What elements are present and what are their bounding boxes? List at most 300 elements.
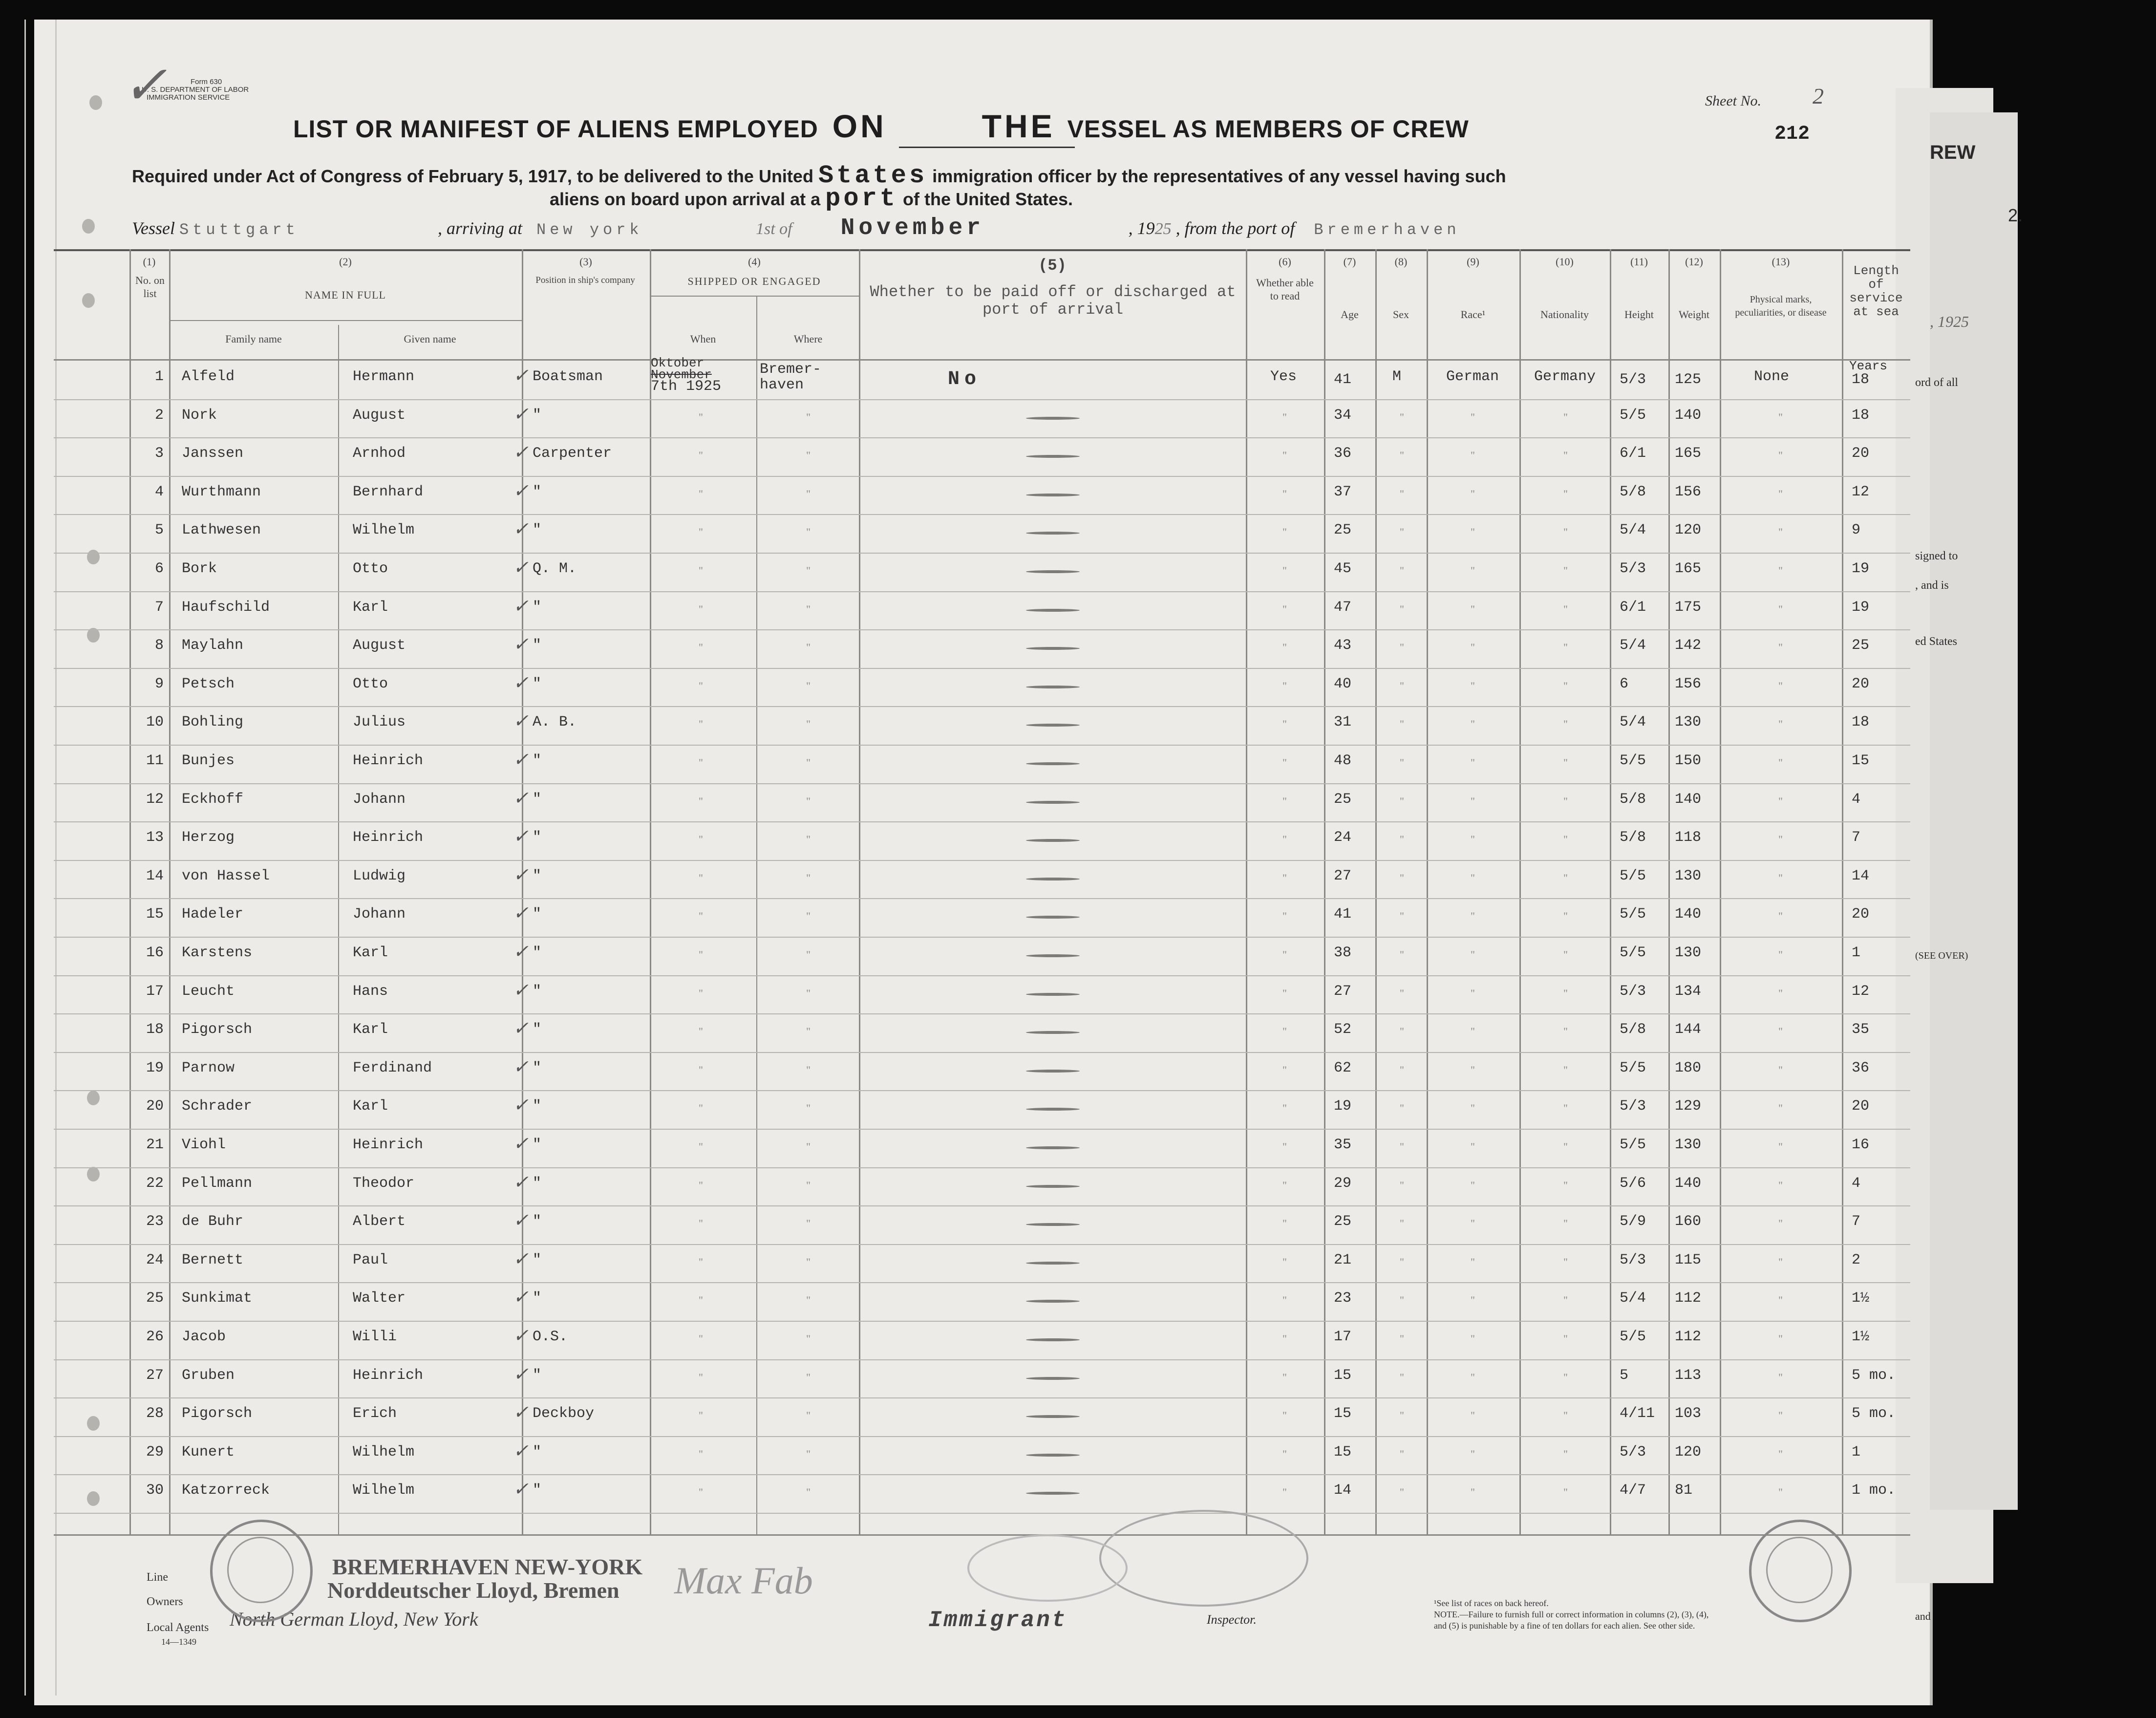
cell-ditto: " bbox=[806, 1447, 811, 1460]
dash-mark bbox=[1026, 609, 1080, 612]
dash-mark bbox=[1026, 916, 1080, 919]
cell-marks: None bbox=[1754, 368, 1790, 385]
cell-number: 18 bbox=[146, 1021, 164, 1038]
cell-number: 2 bbox=[154, 407, 164, 424]
cell-height: 5/8 bbox=[1620, 1021, 1646, 1038]
table-row bbox=[54, 1322, 1910, 1360]
cell-service: 2 bbox=[1852, 1251, 1861, 1268]
cell-position: " bbox=[533, 1251, 542, 1268]
cell-family-name: Lathwesen bbox=[182, 522, 261, 539]
page-title: LIST OR MANIFEST OF ALIENS EMPLOYED ON THE VESSEL AS MEMBERS OF CREW bbox=[293, 108, 1469, 144]
cell-service: 16 bbox=[1852, 1137, 1870, 1153]
cell-service: 1½ bbox=[1852, 1290, 1870, 1307]
col-header-height: Height bbox=[1624, 308, 1654, 321]
cell-family-name: Gruben bbox=[182, 1367, 235, 1384]
cell-ditto: " bbox=[1282, 1063, 1287, 1076]
cell-number: 19 bbox=[146, 1059, 164, 1076]
cell-given-name: Erich bbox=[353, 1405, 397, 1422]
cell-given-name: Heinrich bbox=[353, 1367, 424, 1384]
cell-position: " bbox=[533, 1021, 542, 1038]
cell-number: 30 bbox=[146, 1482, 164, 1499]
cell-ditto: " bbox=[699, 910, 703, 923]
cell-ditto: " bbox=[1778, 1025, 1783, 1038]
cell-shipped-month: November bbox=[651, 367, 712, 382]
cell-service: 5 mo. bbox=[1852, 1367, 1896, 1384]
cell-age: 15 bbox=[1334, 1405, 1352, 1422]
check-mark-icon: ✓ bbox=[513, 942, 529, 962]
cell-ditto: " bbox=[1471, 1063, 1475, 1076]
cell-age: 35 bbox=[1334, 1137, 1352, 1153]
cell-service: 4 bbox=[1852, 791, 1861, 808]
cell-position: " bbox=[533, 1098, 542, 1115]
col-header-paid-off: Whether to be paid off or discharged at port of arrival bbox=[870, 283, 1236, 319]
cell-ditto: " bbox=[1778, 910, 1783, 923]
cell-position: " bbox=[533, 906, 542, 923]
cell-ditto: " bbox=[1563, 1294, 1568, 1307]
cell-ditto: " bbox=[1563, 1179, 1568, 1191]
cell-age: 25 bbox=[1334, 522, 1352, 539]
cell-ditto: " bbox=[1282, 1025, 1287, 1038]
cell-number: 29 bbox=[146, 1443, 164, 1460]
table-row bbox=[54, 1091, 1910, 1129]
cell-service: 20 bbox=[1852, 906, 1870, 923]
cell-service: 20 bbox=[1852, 445, 1870, 462]
cell-weight: 120 bbox=[1675, 1443, 1702, 1460]
cell-weight: 165 bbox=[1675, 560, 1702, 577]
cell-number: 20 bbox=[146, 1098, 164, 1115]
cell-ditto: " bbox=[699, 1332, 703, 1345]
cell-family-name: Nork bbox=[182, 407, 217, 424]
cell-ditto: " bbox=[806, 1371, 811, 1383]
cell-ditto: " bbox=[806, 1179, 811, 1191]
cell-ditto: " bbox=[699, 1217, 703, 1230]
cell-ditto: " bbox=[699, 756, 703, 769]
cell-given-name: Heinrich bbox=[353, 1137, 424, 1153]
cell-ditto: " bbox=[1778, 1294, 1783, 1307]
cell-service-unit: Years bbox=[1849, 359, 1888, 373]
cell-ditto: " bbox=[1282, 1447, 1287, 1460]
cell-age: 25 bbox=[1334, 1213, 1352, 1230]
cell-position: Q. M. bbox=[533, 560, 577, 577]
cell-ditto: " bbox=[1778, 871, 1783, 884]
company-stamp-line-1: BREMERHAVEN NEW-YORK bbox=[332, 1554, 643, 1579]
cell-ditto: " bbox=[1563, 756, 1568, 769]
cell-age: 45 bbox=[1334, 560, 1352, 577]
cell-service: 36 bbox=[1852, 1059, 1870, 1076]
cell-weight: 140 bbox=[1675, 906, 1702, 923]
col-header-position: Position in ship's company bbox=[535, 275, 635, 285]
sheet-label: Sheet No. bbox=[1705, 93, 1761, 109]
cell-ditto: " bbox=[1400, 449, 1404, 462]
table-row bbox=[54, 1437, 1910, 1475]
cell-ditto: " bbox=[1282, 1294, 1287, 1307]
cell-given-name: Karl bbox=[353, 1021, 388, 1038]
cell-position: " bbox=[533, 1443, 542, 1460]
dash-mark bbox=[1026, 570, 1080, 573]
cell-age: 15 bbox=[1334, 1443, 1352, 1460]
check-mark-icon: ✓ bbox=[513, 903, 529, 924]
cell-ditto: " bbox=[1778, 718, 1783, 730]
cell-number: 21 bbox=[146, 1137, 164, 1153]
col-header-given: Given name bbox=[404, 333, 456, 345]
col-header-shipped: SHIPPED OR ENGAGED bbox=[687, 275, 821, 287]
cell-ditto: " bbox=[806, 641, 811, 654]
cell-ditto: " bbox=[806, 1255, 811, 1268]
cell-service: 12 bbox=[1852, 483, 1870, 500]
right-fragment: REW bbox=[1930, 142, 1976, 163]
cell-ditto: " bbox=[806, 987, 811, 999]
cell-weight: 112 bbox=[1675, 1290, 1702, 1307]
cell-height: 5/8 bbox=[1620, 829, 1646, 846]
dash-mark bbox=[1026, 839, 1080, 842]
arrival-month: November bbox=[840, 215, 985, 241]
table-row bbox=[54, 1398, 1910, 1437]
cell-ditto: " bbox=[1282, 1409, 1287, 1422]
cell-ditto: " bbox=[1563, 1102, 1568, 1115]
cell-ditto: " bbox=[1400, 1102, 1404, 1115]
cell-ditto: " bbox=[1778, 1102, 1783, 1115]
cell-number: 8 bbox=[154, 637, 164, 654]
cell-given-name: Otto bbox=[353, 675, 388, 692]
check-mark-icon: ✓ bbox=[513, 1172, 529, 1193]
cell-height: 5/4 bbox=[1620, 1290, 1646, 1307]
right-fragment: and bbox=[1915, 1610, 1931, 1622]
check-mark-icon: ✓ bbox=[513, 596, 529, 617]
col-num: (11) bbox=[1630, 256, 1648, 268]
cell-ditto: " bbox=[806, 1217, 811, 1230]
dash-mark bbox=[1026, 724, 1080, 727]
cell-service: 1 bbox=[1852, 1443, 1861, 1460]
cell-ditto: " bbox=[1400, 1447, 1404, 1460]
cell-height: 5/5 bbox=[1620, 867, 1646, 884]
cell-weight: 156 bbox=[1675, 675, 1702, 692]
cell-weight: 103 bbox=[1675, 1405, 1702, 1422]
cell-ditto: " bbox=[806, 1332, 811, 1345]
cell-ditto: " bbox=[1400, 602, 1404, 615]
cell-height: 5/4 bbox=[1620, 714, 1646, 731]
cell-ditto: " bbox=[1471, 871, 1475, 884]
cell-ditto: " bbox=[1563, 487, 1568, 500]
form-code: 14—1349 bbox=[161, 1637, 196, 1647]
cell-position: " bbox=[533, 791, 542, 808]
cell-family-name: Leucht bbox=[182, 983, 235, 1000]
cell-ditto: " bbox=[806, 679, 811, 692]
dash-mark bbox=[1026, 1415, 1080, 1418]
check-mark-icon: ✓ bbox=[513, 980, 529, 1001]
cell-position: " bbox=[533, 1290, 542, 1307]
cell-height: 5/5 bbox=[1620, 1329, 1646, 1345]
cell-ditto: " bbox=[806, 564, 811, 577]
right-fragment: , and is bbox=[1915, 579, 1949, 592]
dash-mark bbox=[1026, 1146, 1080, 1149]
arrival-day: 1st of bbox=[756, 220, 792, 238]
cell-ditto: " bbox=[1778, 679, 1783, 692]
cell-number: 16 bbox=[146, 945, 164, 961]
cell-ditto: " bbox=[1282, 1217, 1287, 1230]
cell-ditto: " bbox=[1282, 1255, 1287, 1268]
dash-mark bbox=[1026, 993, 1080, 996]
cell-family-name: Pigorsch bbox=[182, 1021, 253, 1038]
cell-ditto: " bbox=[1778, 948, 1783, 961]
consulate-stamp bbox=[210, 1520, 313, 1622]
cell-ditto: " bbox=[699, 564, 703, 577]
cell-family-name: Parnow bbox=[182, 1059, 235, 1076]
col-num: (2) bbox=[339, 256, 352, 268]
col-num: (10) bbox=[1556, 256, 1574, 268]
cell-given-name: Arnhod bbox=[353, 445, 406, 462]
cell-ditto: " bbox=[699, 1371, 703, 1383]
check-mark-icon: ✓ bbox=[513, 711, 529, 732]
cell-ditto: " bbox=[1778, 1371, 1783, 1383]
cell-ditto: " bbox=[699, 795, 703, 807]
cell-given-name: Wilhelm bbox=[353, 522, 415, 539]
table-row bbox=[54, 1245, 1910, 1283]
local-agents-handwritten: North German Lloyd, New York bbox=[230, 1608, 478, 1630]
cell-service: 20 bbox=[1852, 1098, 1870, 1115]
cell-ditto: " bbox=[699, 641, 703, 654]
cell-height: 5/5 bbox=[1620, 752, 1646, 769]
cell-age: 41 bbox=[1334, 371, 1352, 388]
dash-mark bbox=[1026, 1108, 1080, 1111]
col-header-sex: Sex bbox=[1393, 308, 1409, 321]
footnote: ¹See list of races on back hereof. NOTE.—Failure to furnish full or correct information in columns (2), (3), (4), and (5) is punishable by a fine of ten dollars for each alien. See other side. bbox=[1434, 1598, 1709, 1631]
cell-ditto: " bbox=[1563, 641, 1568, 654]
cell-ditto: " bbox=[1400, 487, 1404, 500]
local-agents-label: Local Agents bbox=[147, 1621, 209, 1634]
cell-ditto: " bbox=[1471, 756, 1475, 769]
inspector-stamp-mark bbox=[967, 1534, 1128, 1602]
table-row bbox=[54, 938, 1910, 976]
cell-number: 28 bbox=[146, 1405, 164, 1422]
cell-ditto: " bbox=[1400, 1140, 1404, 1153]
cell-family-name: Karstens bbox=[182, 945, 253, 961]
cell-ditto: " bbox=[1400, 1409, 1404, 1422]
table-row bbox=[54, 515, 1910, 553]
cell-age: 43 bbox=[1334, 637, 1352, 654]
cell-ditto: " bbox=[1471, 602, 1475, 615]
cell-age: 31 bbox=[1334, 714, 1352, 731]
dash-mark bbox=[1026, 455, 1080, 458]
cell-number: 10 bbox=[146, 714, 164, 731]
col-num: (3) bbox=[579, 256, 592, 268]
vessel-name: Stuttgart bbox=[179, 221, 299, 239]
col-header-race: Race¹ bbox=[1460, 308, 1486, 321]
cell-position: Carpenter bbox=[533, 445, 612, 462]
cell-ditto: " bbox=[699, 1486, 703, 1499]
cell-given-name: Otto bbox=[353, 560, 388, 577]
cell-age: 48 bbox=[1334, 752, 1352, 769]
table-row bbox=[54, 899, 1910, 937]
cell-age: 15 bbox=[1334, 1367, 1352, 1384]
col-num: (1) bbox=[143, 256, 156, 268]
cell-ditto: " bbox=[1400, 1255, 1404, 1268]
cell-ditto: " bbox=[1778, 1179, 1783, 1191]
cell-position: " bbox=[533, 945, 542, 961]
cell-ditto: " bbox=[1400, 564, 1404, 577]
dash-mark bbox=[1026, 1454, 1080, 1457]
cell-paid-off: No bbox=[948, 368, 982, 390]
cell-weight: 140 bbox=[1675, 1175, 1702, 1192]
cell-ditto: " bbox=[1282, 833, 1287, 846]
cell-given-name: Wilhelm bbox=[353, 1482, 415, 1499]
cell-ditto: " bbox=[1778, 1486, 1783, 1499]
row-divider bbox=[54, 1513, 1910, 1514]
cell-number: 25 bbox=[146, 1290, 164, 1307]
cell-ditto: " bbox=[1563, 1332, 1568, 1345]
cell-given-name: Karl bbox=[353, 945, 388, 961]
cell-family-name: Sunkimat bbox=[182, 1290, 253, 1307]
cell-position: " bbox=[533, 1059, 542, 1076]
cell-position: " bbox=[533, 1137, 542, 1153]
cell-ditto: " bbox=[699, 1063, 703, 1076]
cell-ditto: " bbox=[1471, 679, 1475, 692]
check-mark-icon: ✓ bbox=[513, 1364, 529, 1385]
cell-ditto: " bbox=[1471, 1179, 1475, 1191]
cell-height: 5/5 bbox=[1620, 945, 1646, 961]
table-row bbox=[54, 746, 1910, 784]
cell-weight: 140 bbox=[1675, 407, 1702, 424]
table-row bbox=[54, 1360, 1910, 1398]
cell-weight: 142 bbox=[1675, 637, 1702, 654]
cell-ditto: " bbox=[1471, 1294, 1475, 1307]
cell-family-name: Maylahn bbox=[182, 637, 244, 654]
inspector-stamp: Immigrant bbox=[928, 1608, 1067, 1633]
cell-weight: 134 bbox=[1675, 983, 1702, 1000]
inspector-signature: Max Fab bbox=[674, 1559, 813, 1602]
col-header-service: Length of service at sea bbox=[1849, 263, 1903, 319]
col-header-nationality: Nationality bbox=[1540, 308, 1589, 321]
cell-ditto: " bbox=[1282, 718, 1287, 730]
cell-ditto: " bbox=[1778, 641, 1783, 654]
cell-position: " bbox=[533, 1367, 542, 1384]
cell-ditto: " bbox=[699, 526, 703, 538]
check-mark-icon: ✓ bbox=[513, 1018, 529, 1039]
table-row bbox=[54, 554, 1910, 592]
cell-ditto: " bbox=[1563, 948, 1568, 961]
cell-weight: 175 bbox=[1675, 599, 1702, 616]
subtitle-line-1: Required under Act of Congress of February 5, 1917, to be delivered to the United States immigration officer by the representatives of any vessel having such bbox=[132, 161, 1506, 190]
cell-given-name: Ludwig bbox=[353, 867, 406, 884]
check-mark-icon: ✓ bbox=[513, 1326, 529, 1346]
cell-family-name: Kunert bbox=[182, 1443, 235, 1460]
cell-ditto: " bbox=[1400, 948, 1404, 961]
cell-family-name: Petsch bbox=[182, 675, 235, 692]
col-num: (9) bbox=[1467, 256, 1479, 268]
cell-ditto: " bbox=[806, 871, 811, 884]
cell-family-name: Alfeld bbox=[182, 368, 235, 385]
consulate-stamp bbox=[1749, 1520, 1852, 1622]
cell-age: 37 bbox=[1334, 483, 1352, 500]
cell-service: 25 bbox=[1852, 637, 1870, 654]
cell-ditto: " bbox=[1400, 679, 1404, 692]
cell-number: 24 bbox=[146, 1251, 164, 1268]
cell-height: 5/5 bbox=[1620, 407, 1646, 424]
cell-service: 1 bbox=[1852, 945, 1861, 961]
table-row bbox=[54, 976, 1910, 1014]
cell-ditto: " bbox=[1778, 487, 1783, 500]
cell-ditto: " bbox=[1471, 910, 1475, 923]
cell-family-name: Viohl bbox=[182, 1137, 226, 1153]
cell-given-name: Johann bbox=[353, 791, 406, 808]
cell-height: 5/4 bbox=[1620, 522, 1646, 539]
cell-weight: 156 bbox=[1675, 483, 1702, 500]
cell-ditto: " bbox=[1400, 833, 1404, 846]
cell-weight: 180 bbox=[1675, 1059, 1702, 1076]
cell-ditto: " bbox=[1563, 1140, 1568, 1153]
check-mark-icon: ✓ bbox=[513, 1056, 529, 1077]
cell-number: 12 bbox=[146, 791, 164, 808]
right-fragment: , 1925 bbox=[1930, 313, 1969, 330]
cell-height: 5/3 bbox=[1620, 371, 1646, 388]
cell-position: " bbox=[533, 867, 542, 884]
cell-weight: 130 bbox=[1675, 867, 1702, 884]
cell-weight: 140 bbox=[1675, 791, 1702, 808]
cell-given-name: Wilhelm bbox=[353, 1443, 415, 1460]
cell-age: 24 bbox=[1334, 829, 1352, 846]
cell-service: 1½ bbox=[1852, 1329, 1870, 1345]
col-num: (6) bbox=[1279, 256, 1291, 268]
cell-family-name: Jacob bbox=[182, 1329, 226, 1345]
cell-position: " bbox=[533, 829, 542, 846]
dash-mark bbox=[1026, 1031, 1080, 1034]
cell-height: 5/8 bbox=[1620, 791, 1646, 808]
company-stamp-line-2: Norddeutscher Lloyd, Bremen bbox=[327, 1578, 619, 1603]
cell-ditto: " bbox=[699, 833, 703, 846]
cell-weight: 150 bbox=[1675, 752, 1702, 769]
cell-ditto: " bbox=[1282, 795, 1287, 807]
cell-shipped-where: Bremer- haven bbox=[760, 361, 822, 393]
dash-mark bbox=[1026, 1492, 1080, 1495]
cell-ditto: " bbox=[1471, 948, 1475, 961]
cell-weight: 130 bbox=[1675, 1137, 1702, 1153]
cell-family-name: Schrader bbox=[182, 1098, 253, 1115]
cell-ditto: " bbox=[1778, 410, 1783, 423]
cell-weight: 115 bbox=[1675, 1251, 1702, 1268]
cell-given-name: Johann bbox=[353, 906, 406, 923]
cell-given-name: Hermann bbox=[353, 368, 415, 385]
crew-rows bbox=[54, 356, 1910, 1534]
col-header-marks: Physical marks, peculiarities, or disease bbox=[1735, 294, 1827, 318]
col-num: (13) bbox=[1772, 256, 1790, 268]
cell-age: 52 bbox=[1334, 1021, 1352, 1038]
cell-family-name: Wurthmann bbox=[182, 483, 261, 500]
cell-height: 6/1 bbox=[1620, 599, 1646, 616]
cell-ditto: " bbox=[1563, 1025, 1568, 1038]
cell-ditto: " bbox=[1400, 526, 1404, 538]
cell-ditto: " bbox=[1563, 1371, 1568, 1383]
cell-ditto: " bbox=[1282, 756, 1287, 769]
left-margin bbox=[24, 20, 57, 1696]
cell-ditto: " bbox=[1400, 410, 1404, 423]
col-header-read: Whether able to read bbox=[1256, 277, 1314, 302]
cell-position: O.S. bbox=[533, 1329, 568, 1345]
cell-ditto: " bbox=[806, 1025, 811, 1038]
cell-ditto: " bbox=[1563, 526, 1568, 538]
check-mark-icon: ✓ bbox=[513, 1248, 529, 1269]
cell-height: 6 bbox=[1620, 675, 1629, 692]
cell-age: 41 bbox=[1334, 906, 1352, 923]
punch-hole bbox=[89, 95, 102, 110]
col-header-age: Age bbox=[1341, 308, 1359, 321]
cell-weight: 113 bbox=[1675, 1367, 1702, 1384]
cell-ditto: " bbox=[1563, 449, 1568, 462]
table-row bbox=[54, 1053, 1910, 1091]
inspector-date-stamp bbox=[1099, 1510, 1308, 1607]
cell-ditto: " bbox=[1282, 602, 1287, 615]
punch-hole bbox=[82, 219, 95, 234]
cell-family-name: de Buhr bbox=[182, 1213, 244, 1230]
cell-ditto: " bbox=[699, 1447, 703, 1460]
